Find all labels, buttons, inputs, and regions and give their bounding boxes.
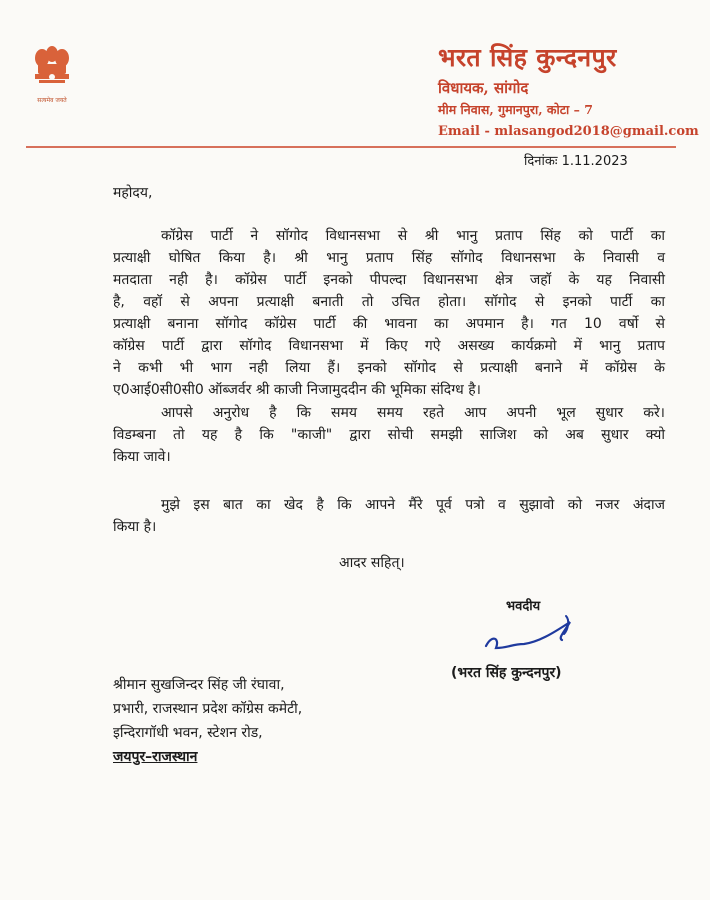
letter-date: दिनांकः 1.11.2023 [524,154,628,169]
paragraph-line: कॉग्रेस पार्टी द्वारा सॉगोद विधानसभा में किए गऐ असख्य कार्यक्रमो में भानु प्रताप [113,338,665,354]
paragraph-line: प्रत्याक्षी घोषित किया है। श्री भानु प्रताप सिंह सॉगोद विधानसभा के निवासी व [113,250,665,266]
paragraph-line: मतदाता नही है। कॉग्रेस पार्टी इनको पीपल्दा विधानसभा क्षेत्र जहॉ के यह निवासी [113,272,665,288]
letterhead-address: मीम निवास, गुमानपुरा, कोटा – 7 [438,102,593,117]
signatory-name: (भरत सिंह कुन्दनपुर) [451,665,562,681]
paragraph-line: किया है। [113,519,157,535]
handwritten-signature-icon [478,604,598,664]
addressee-line: इन्दिरागॉधी भवन, स्टेशन रोड, [113,725,263,741]
closing-remark: आदर सहित्। [339,555,405,571]
letterhead-email: Email - mlasangod2018@gmail.com [438,124,699,139]
paragraph-line: ने कभी भी भाग नही लिया हैं। इनको सॉगोद से प्रत्याक्षी बनाने में कॉग्रेस के [113,360,665,376]
body-paragraph-3 [113,494,665,538]
body-paragraph-1 [113,225,665,401]
paragraph-line: ए0आई0सी0सी0 ऑब्जर्वर श्री काजी निजामुददीन की भूमिका संदिग्ध है। [113,382,481,398]
letterhead-divider [26,146,676,148]
paragraph-line: प्रत्याक्षी बनाना सॉगोद कॉग्रेस पार्टी की भावना का अपमान है। गत 10 वर्षो से [113,316,665,332]
body-paragraph-2 [113,402,665,468]
paragraph-line: है, वहॉ से अपना प्रत्याक्षी बनाती तो उचित होता। सॉगोद से इनको पार्टी का [113,294,665,310]
emblem-motto: सत्यमेव जयते [37,97,67,104]
addressee-line: प्रभारी, राजस्थान प्रदेश कॉग्रेस कमेटी, [113,701,303,717]
paragraph-line: विडम्बना तो यह है कि "काजी" द्वारा सोची समझी साजिश को अब सुधार क्यो [113,427,665,443]
signature-yours: भवदीय [506,599,541,614]
addressee-block [113,673,302,769]
addressee-city: जयपुर–राजस्थान [113,749,198,765]
paragraph-line: आपसे अनुरोध है कि समय समय रहते आप अपनी भूल सुधार करे। [161,405,665,421]
salutation: महोदय, [113,185,153,201]
paragraph-line: मुझे इस बात का खेद है कि आपने मैंरे पूर्व पत्रो व सुझावो को नजर अंदाज [161,497,665,513]
letterhead-name: भरत सिंह कुन्दनपुर [438,43,617,72]
letterhead-designation: विधायक, सांगोद [438,79,529,97]
paragraph-line: कॉग्रेस पार्टी ने सॉगोद विधानसभा से श्री भानु प्रताप सिंह को पार्टी का [161,228,665,244]
addressee-line: श्रीमान सुखजिन्दर सिंह जी रंघावा, [113,677,285,693]
paragraph-line: किया जावे। [113,449,171,465]
